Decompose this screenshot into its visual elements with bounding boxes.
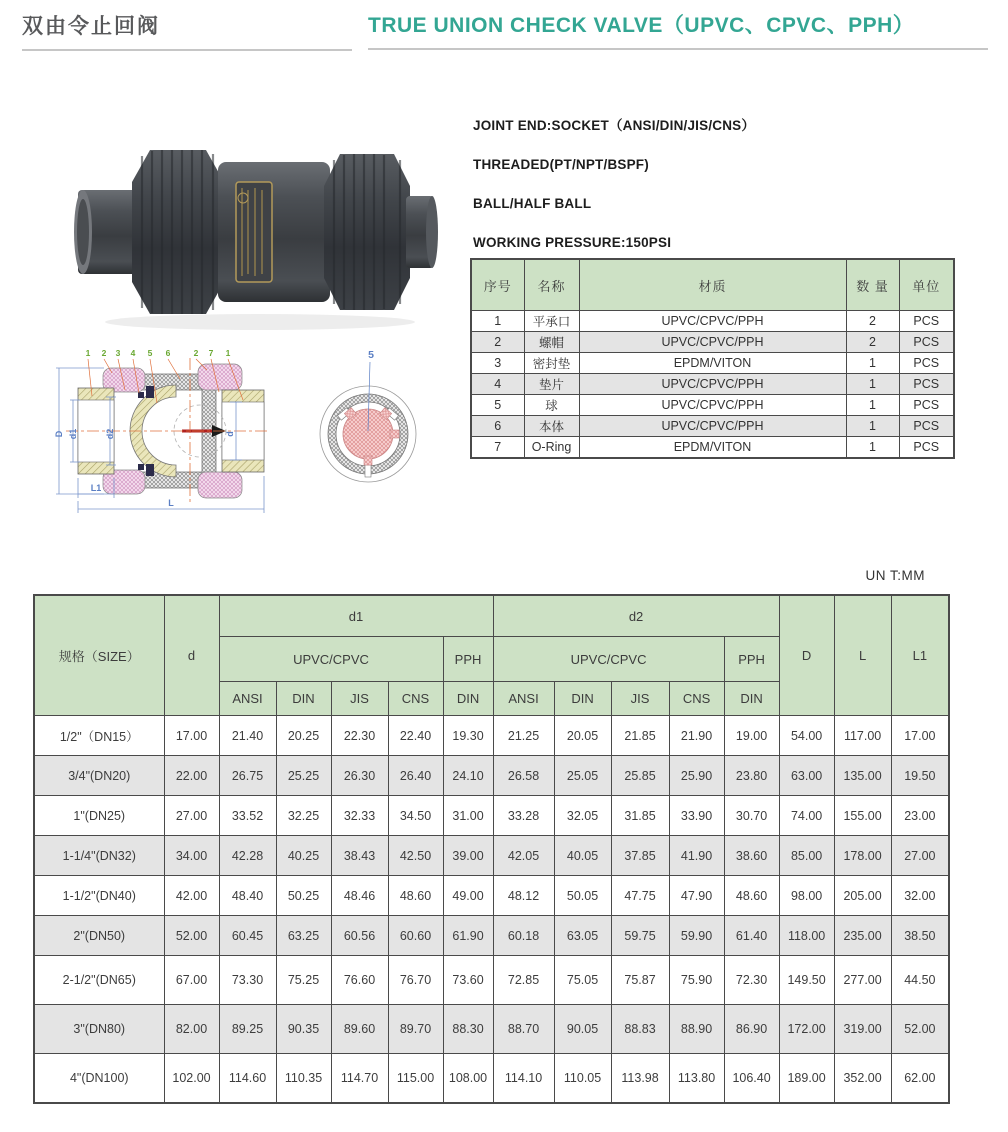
table-row	[471, 311, 954, 332]
dims-header-d2-pph: PPH	[724, 637, 779, 682]
table-cell: PCS	[899, 374, 954, 395]
table-cell: 75.87	[611, 956, 669, 1005]
table-cell: 5	[471, 395, 524, 416]
table-cell: 1-1/4"(DN32)	[34, 836, 164, 876]
parts-header-no: 序号	[471, 259, 524, 311]
table-cell: 50.25	[276, 876, 331, 916]
table-cell: PCS	[899, 353, 954, 374]
table-cell: 277.00	[834, 956, 891, 1005]
table-row	[471, 353, 954, 374]
table-cell: UPVC/CPVC/PPH	[579, 311, 846, 332]
valve-body	[218, 162, 330, 302]
dims-header-D: D	[779, 595, 834, 716]
table-cell: 63.00	[779, 756, 834, 796]
table-cell: 26.58	[493, 756, 554, 796]
table-cell: 86.90	[724, 1005, 779, 1054]
dims-header-size: 规格（SIZE）	[34, 595, 164, 716]
table-cell: 60.60	[388, 916, 443, 956]
table-cell: 38.60	[724, 836, 779, 876]
table-cell: 73.60	[443, 956, 493, 1005]
table-cell: 102.00	[164, 1054, 219, 1104]
table-cell: 48.46	[331, 876, 388, 916]
table-cell: 117.00	[834, 716, 891, 756]
table-cell: 50.05	[554, 876, 611, 916]
table-cell: 52.00	[164, 916, 219, 956]
parts-table	[470, 258, 955, 459]
table-cell: 178.00	[834, 836, 891, 876]
photo-shadow	[105, 314, 415, 330]
table-cell: 72.85	[493, 956, 554, 1005]
table-cell: 25.25	[276, 756, 331, 796]
table-cell: 114.70	[331, 1054, 388, 1104]
table-cell: 密封垫	[524, 353, 579, 374]
table-cell: 2	[846, 311, 899, 332]
table-cell: 172.00	[779, 1005, 834, 1054]
dims-std: JIS	[331, 682, 388, 716]
table-cell: 110.35	[276, 1054, 331, 1104]
table-cell: 3/4"(DN20)	[34, 756, 164, 796]
table-cell: 42.05	[493, 836, 554, 876]
table-cell: 1/2"（DN15）	[34, 716, 164, 756]
table-row	[34, 756, 949, 796]
table-cell: 23.80	[724, 756, 779, 796]
table-cell: 88.30	[443, 1005, 493, 1054]
table-cell: 41.90	[669, 836, 724, 876]
dimensions-table	[33, 594, 950, 1104]
table-cell: 1	[846, 395, 899, 416]
callout-7: 7	[208, 348, 214, 358]
table-row	[34, 1005, 949, 1054]
valve-right-union-nut	[324, 154, 410, 310]
dims-header-d: d	[164, 595, 219, 716]
title-underline	[22, 49, 352, 51]
table-cell: 44.50	[891, 956, 949, 1005]
table-cell: 34.50	[388, 796, 443, 836]
table-cell: 19.30	[443, 716, 493, 756]
table-cell: 平承口	[524, 311, 579, 332]
table-cell: 27.00	[164, 796, 219, 836]
dims-header-d1-upvc: UPVC/CPVC	[219, 637, 443, 682]
callout-2: 2	[101, 348, 107, 358]
table-cell: 1	[846, 374, 899, 395]
table-cell: 61.90	[443, 916, 493, 956]
table-cell: 47.75	[611, 876, 669, 916]
dimension-label-d: d	[225, 431, 235, 437]
dims-std: ANSI	[219, 682, 276, 716]
table-cell: 22.40	[388, 716, 443, 756]
table-cell: 88.83	[611, 1005, 669, 1054]
table-cell: 1	[846, 416, 899, 437]
table-cell: 113.98	[611, 1054, 669, 1104]
table-cell: 38.50	[891, 916, 949, 956]
table-cell: 75.05	[554, 956, 611, 1005]
table-cell: 108.00	[443, 1054, 493, 1104]
title-en-text: TRUE UNION CHECK VALVE（UPVC、CPVC、PPH）	[368, 14, 915, 37]
table-cell: 17.00	[891, 716, 949, 756]
table-row	[471, 332, 954, 353]
table-cell: 59.75	[611, 916, 669, 956]
table-cell: 4"(DN100)	[34, 1054, 164, 1104]
callout-5: 5	[147, 348, 153, 358]
table-cell: 42.00	[164, 876, 219, 916]
cross-section-diagram	[54, 348, 268, 513]
table-cell: 63.25	[276, 916, 331, 956]
table-cell: 24.10	[443, 756, 493, 796]
table-cell: 38.43	[331, 836, 388, 876]
table-cell: 114.60	[219, 1054, 276, 1104]
table-cell: 23.00	[891, 796, 949, 836]
table-cell: PCS	[899, 332, 954, 353]
table-cell: 106.40	[724, 1054, 779, 1104]
table-cell: 60.18	[493, 916, 554, 956]
table-row	[471, 395, 954, 416]
table-row	[471, 374, 954, 395]
table-cell: 352.00	[834, 1054, 891, 1104]
table-cell: 22.00	[164, 756, 219, 796]
table-cell: 26.30	[331, 756, 388, 796]
table-cell: 98.00	[779, 876, 834, 916]
table-cell: 37.85	[611, 836, 669, 876]
dimension-label-L1: L1	[90, 483, 102, 493]
callout-6: 6	[165, 348, 171, 358]
table-cell: 球	[524, 395, 579, 416]
dims-header-d2-group: d2	[493, 595, 779, 637]
spec-threaded: THREADED(PT/NPT/BSPF)	[473, 157, 649, 172]
table-cell: 20.25	[276, 716, 331, 756]
table-row	[34, 916, 949, 956]
table-cell: 74.00	[779, 796, 834, 836]
table-cell: 205.00	[834, 876, 891, 916]
dimension-label-D: D	[54, 430, 64, 438]
table-cell: UPVC/CPVC/PPH	[579, 374, 846, 395]
table-cell: 34.00	[164, 836, 219, 876]
table-cell: 40.25	[276, 836, 331, 876]
dims-header-d2-upvc: UPVC/CPVC	[493, 637, 724, 682]
table-cell: PCS	[899, 395, 954, 416]
table-cell: 72.30	[724, 956, 779, 1005]
table-cell: 75.90	[669, 956, 724, 1005]
table-cell: PCS	[899, 416, 954, 437]
table-cell: 82.00	[164, 1005, 219, 1054]
table-cell: UPVC/CPVC/PPH	[579, 395, 846, 416]
dims-std: CNS	[669, 682, 724, 716]
table-cell: EPDM/VITON	[579, 437, 846, 459]
table-cell: 31.00	[443, 796, 493, 836]
table-cell: 62.00	[891, 1054, 949, 1104]
table-cell: 25.90	[669, 756, 724, 796]
table-cell: 155.00	[834, 796, 891, 836]
table-cell: 319.00	[834, 1005, 891, 1054]
table-cell: 48.60	[388, 876, 443, 916]
dims-std: DIN	[443, 682, 493, 716]
spec-working-pressure: WORKING PRESSURE:150PSI	[473, 235, 672, 250]
table-row	[34, 1054, 949, 1104]
table-cell: EPDM/VITON	[579, 353, 846, 374]
dims-std: DIN	[724, 682, 779, 716]
callout-2b: 2	[193, 348, 199, 358]
table-cell: 47.90	[669, 876, 724, 916]
table-cell: 73.30	[219, 956, 276, 1005]
table-cell: 19.50	[891, 756, 949, 796]
table-cell: 48.60	[724, 876, 779, 916]
table-row	[34, 956, 949, 1005]
table-cell: 21.90	[669, 716, 724, 756]
callout-4: 4	[130, 348, 136, 358]
table-row	[34, 836, 949, 876]
table-cell: 1	[846, 353, 899, 374]
table-cell: 110.05	[554, 1054, 611, 1104]
table-cell: 1	[471, 311, 524, 332]
table-cell: 76.60	[331, 956, 388, 1005]
table-cell: 48.12	[493, 876, 554, 916]
table-cell: 60.56	[331, 916, 388, 956]
table-cell: 7	[471, 437, 524, 459]
table-cell: 54.00	[779, 716, 834, 756]
table-cell: 52.00	[891, 1005, 949, 1054]
table-cell: 39.00	[443, 836, 493, 876]
table-cell: 42.50	[388, 836, 443, 876]
table-cell: 149.50	[779, 956, 834, 1005]
table-cell: 42.28	[219, 836, 276, 876]
product-photo-valve	[70, 98, 440, 338]
table-cell: 2	[846, 332, 899, 353]
table-cell: 32.25	[276, 796, 331, 836]
spec-list	[473, 118, 755, 274]
table-cell: 32.00	[891, 876, 949, 916]
table-cell: 33.90	[669, 796, 724, 836]
table-cell: 19.00	[724, 716, 779, 756]
table-cell: 1	[846, 437, 899, 459]
dims-std: DIN	[554, 682, 611, 716]
table-cell: 33.52	[219, 796, 276, 836]
table-cell: 32.05	[554, 796, 611, 836]
table-cell: 90.05	[554, 1005, 611, 1054]
table-cell: 59.90	[669, 916, 724, 956]
table-cell: 89.25	[219, 1005, 276, 1054]
table-cell: 113.80	[669, 1054, 724, 1104]
callout-1: 1	[85, 348, 91, 358]
table-cell: 26.75	[219, 756, 276, 796]
table-cell: 2	[471, 332, 524, 353]
table-cell: 88.70	[493, 1005, 554, 1054]
spec-ball: BALL/HALF BALL	[473, 196, 592, 211]
page-title-chinese	[22, 10, 352, 51]
dimension-label-L: L	[168, 498, 174, 508]
table-cell: 89.60	[331, 1005, 388, 1054]
table-cell: 48.40	[219, 876, 276, 916]
parts-header-unit: 单位	[899, 259, 954, 311]
table-cell: 32.33	[331, 796, 388, 836]
dims-header-L: L	[834, 595, 891, 716]
parts-header-material: 材质	[579, 259, 846, 311]
dims-std: ANSI	[493, 682, 554, 716]
table-cell: 3"(DN80)	[34, 1005, 164, 1054]
table-cell: 89.70	[388, 1005, 443, 1054]
table-row	[34, 796, 949, 836]
table-cell: 118.00	[779, 916, 834, 956]
table-cell: 25.05	[554, 756, 611, 796]
table-cell: 40.05	[554, 836, 611, 876]
dims-header-d1-pph: PPH	[443, 637, 493, 682]
table-cell: 22.30	[331, 716, 388, 756]
dims-std: JIS	[611, 682, 669, 716]
page-title-english	[368, 9, 988, 50]
table-cell: 21.85	[611, 716, 669, 756]
parts-header-qty: 数 量	[846, 259, 899, 311]
table-cell: 1"(DN25)	[34, 796, 164, 836]
table-cell: 33.28	[493, 796, 554, 836]
table-cell: 49.00	[443, 876, 493, 916]
table-cell: 垫片	[524, 374, 579, 395]
parts-header-name: 名称	[524, 259, 579, 311]
table-cell: 螺帽	[524, 332, 579, 353]
table-cell: UPVC/CPVC/PPH	[579, 332, 846, 353]
valve-left-union-nut	[132, 150, 224, 314]
table-cell: 31.85	[611, 796, 669, 836]
dims-std: CNS	[388, 682, 443, 716]
table-cell: 61.40	[724, 916, 779, 956]
end-view-diagram	[320, 349, 416, 482]
table-cell: 88.90	[669, 1005, 724, 1054]
table-cell: 189.00	[779, 1054, 834, 1104]
title-cn-text: 双由令止回阀	[22, 15, 160, 38]
dimension-label-d2: d2	[105, 428, 115, 440]
dims-header-L1: L1	[891, 595, 949, 716]
table-cell: 114.10	[493, 1054, 554, 1104]
table-cell: 1-1/2"(DN40)	[34, 876, 164, 916]
table-cell: 115.00	[388, 1054, 443, 1104]
unit-note: UN T:MM	[865, 568, 925, 583]
end-view-callout-5: 5	[368, 349, 374, 361]
table-cell: 63.05	[554, 916, 611, 956]
table-cell: 6	[471, 416, 524, 437]
table-cell: O-Ring	[524, 437, 579, 459]
table-cell: 27.00	[891, 836, 949, 876]
dims-header-row-1	[34, 595, 949, 637]
table-cell: 76.70	[388, 956, 443, 1005]
table-cell: 90.35	[276, 1005, 331, 1054]
table-cell: 26.40	[388, 756, 443, 796]
table-cell: 4	[471, 374, 524, 395]
table-cell: 2-1/2"(DN65)	[34, 956, 164, 1005]
spec-joint-end: JOINT END:SOCKET（ANSI/DIN/JIS/CNS）	[473, 118, 756, 133]
table-cell: 60.45	[219, 916, 276, 956]
table-cell: 67.00	[164, 956, 219, 1005]
table-row	[471, 437, 954, 459]
table-cell: 75.25	[276, 956, 331, 1005]
table-cell: 20.05	[554, 716, 611, 756]
dimension-label-d1: d1	[68, 428, 78, 440]
table-cell: 85.00	[779, 836, 834, 876]
table-cell: 本体	[524, 416, 579, 437]
parts-header-row	[471, 259, 954, 311]
table-cell: 2"(DN50)	[34, 916, 164, 956]
table-cell: PCS	[899, 311, 954, 332]
callout-3: 3	[115, 348, 121, 358]
dims-std: DIN	[276, 682, 331, 716]
title-underline	[368, 48, 988, 50]
table-row	[471, 416, 954, 437]
table-cell: PCS	[899, 437, 954, 459]
technical-drawing	[50, 346, 460, 521]
table-cell: 235.00	[834, 916, 891, 956]
dims-header-d1-group: d1	[219, 595, 493, 637]
table-cell: 17.00	[164, 716, 219, 756]
table-row	[34, 716, 949, 756]
table-cell: 21.40	[219, 716, 276, 756]
table-row	[34, 876, 949, 916]
table-cell: 21.25	[493, 716, 554, 756]
table-cell: 135.00	[834, 756, 891, 796]
table-cell: 30.70	[724, 796, 779, 836]
table-cell: UPVC/CPVC/PPH	[579, 416, 846, 437]
table-cell: 25.85	[611, 756, 669, 796]
table-cell: 3	[471, 353, 524, 374]
callout-1b: 1	[225, 348, 231, 358]
